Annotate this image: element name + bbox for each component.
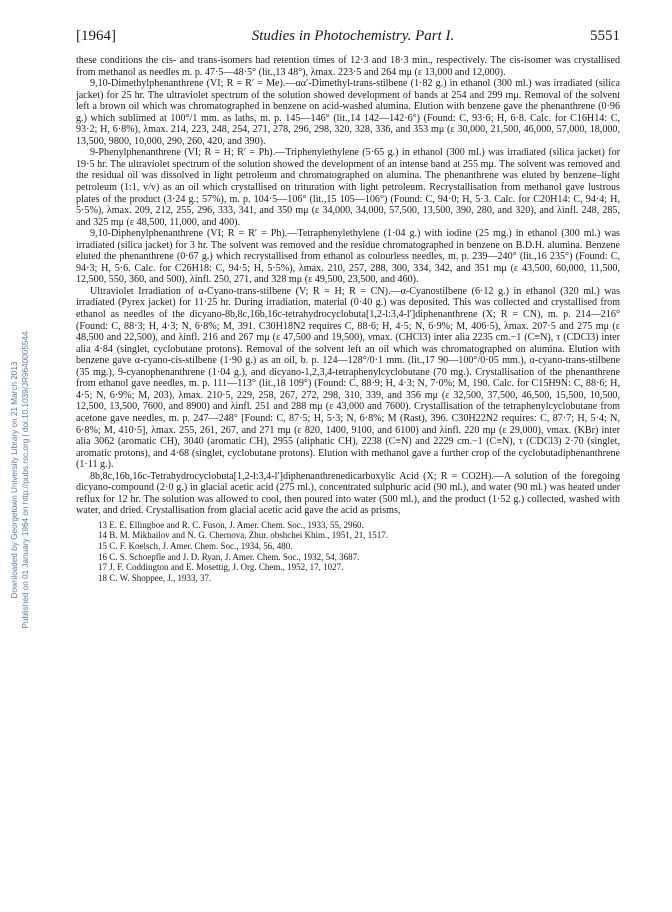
- header-year: [1964]: [76, 28, 116, 44]
- published-on-line: Published on 01 January 1964 on http://pubs.rsc.org | doi:10.1039/JR9640005544: [21, 331, 30, 629]
- paragraph-phenylphenanthrene: 9-Phenylphenanthrene (VI; R = H; R′ = Ph).—Triphenylethylene (5·65 g.) in ethanol (300 ml.) was irradiated (silica jacket) for 19·5 hr. The ultraviolet spectrum of the solution showed the development of an intense band at 255 mμ. The solvent was removed and the residual oil was dissolved in light petroleum and chromatographed on alumina. The phenanthrene was eluted by benzene–light petroleum (1:1, v/v) as an oil which crystallised on trituration with light petroleum. Recrystallisation from methanol gave lustrous plates of the product (3·24 g.; 57%), m. p. 104·5—106° (lit.,15 105—106°) (Found: C, 94·0; H, 5·3. Calc. for C20H14: C, 94·4; H, 5·5%), λmax. 209, 212, 255, 296, 333, 341, and 350 mμ (ε 34,000, 34,000, 57,500, 13,500, 390, 280, and 320), and λinfl. 248, 285, and 325 mμ (ε 48,500, 11,000, and 400).: [76, 147, 620, 228]
- header-page-number: 5551: [589, 28, 620, 44]
- paragraph-dimethylphenanthrene: 9,10-Dimethylphenanthrene (VI; R = R′ = Me).—αα′-Dimethyl-trans-stilbene (1·82 g.) in ethanol (300 ml.) was irradiated (silica jacket) for 25 hr. The ultraviolet spectrum of the solution showed development of bands at 254 and 299 mμ. Removal of the solvent left a brown oil which was chromatographed in benzene on acid-washed alumina. Elution with benzene gave the phenanthrene (0·96 g.) which sublimed at 100°/1 mm. as laths, m. p. 145—146° (lit.,14 142—142·6°) (Found: C, 93·6; H, 6·8. Calc. for C16H14: C, 93·2; H, 6·8%), λmax. 214, 223, 248, 254, 271, 278, 296, 298, 320, 328, 336, and 353 mμ (ε 30,000, 21,500, 46,000, 57,000, 18,000, 13,500, 9800, 10,000, 290, 260, 420, and 390).: [76, 78, 620, 147]
- running-header: [76, 28, 620, 45]
- reference-17: 17 J. F. Coddington and E. Mosettig, J. Org. Chem., 1952, 17, 1027.: [98, 562, 344, 573]
- reference-13: 13 E. E. Ellingboe and R. C. Fuson, J. Amer. Chem. Soc., 1933, 55, 2960.: [98, 519, 364, 530]
- header-title: Studies in Photochemistry. Part I.: [251, 28, 455, 44]
- journal-page: [76, 28, 620, 583]
- reference-16: 16 C. S. Schoepfle and J. D. Ryan, J. Amer. Chem. Soc., 1932, 54, 3687.: [98, 551, 360, 562]
- paragraph-diphenylphenanthrene: 9,10-Diphenylphenanthrene (VI; R = R′ = Ph).—Tetraphenylethylene (1·04 g.) with iodine (25 mg.) in ethanol (300 ml.) was irradiated (silica jacket) for 3 hr. The solvent was removed and the residue chromatographed in benzene on B.D.H. alumina. Benzene eluted the phenanthrene (0·67 g.) which recrystallised from ethanol as colourless needles, m. p. 239—240° (lit.,16 235°) (Found: C, 94·3; H, 5·6. Calc. for C26H18: C, 94·5; H, 5·5%), λmax. 210, 257, 288, 300, 334, 342, and 351 mμ (ε 43,500, 60,000, 11,500, 12,500, 550, 360, and 500), λinfl. 250, 271, and 328 mμ (ε 49,500, 23,500, and 460).: [76, 228, 620, 286]
- reference-14: 14 B. M. Mikhailov and N. G. Chernova, Zhur. obshchei Khim., 1951, 21, 1517.: [98, 530, 388, 541]
- paragraph-dicarboxylic-acid: 8b,8c,16b,16c-Tetrahydrocyclobuta[1,2-l:3,4-l′]diphenanthrenedicarboxylic Acid (X; R = CO2H).—A solution of the foregoing dicyano-compound (2·0 g.) in glacial acetic acid (275 ml.), concentrated sulphuric acid (90 ml.), and water (90 ml.) was heated under reflux for 12 hr. The solution was allowed to cool, then poured into water (500 ml.), and the product (1·52 g.) collected, washed with water, and dried. Crystallisation from glacial acetic acid gave the acid as prisms,: [76, 470, 620, 517]
- article-body: [76, 55, 620, 517]
- reference-15: 15 C. F. Koelsch, J. Amer. Chem. Soc., 1934, 56, 480.: [98, 541, 293, 552]
- paragraph-cyano-stilbene-irradiation: Ultraviolet Irradiation of α-Cyano-trans-stilbene (V; R = H; R = CN).—α-Cyanostilbene (6·12 g.) in ethanol (320 ml.) was irradiated (Pyrex jacket) for 11·25 hr. During irradiation, material (0·40 g.) was deposited. This was collected and crystallised from ethanol as needles of the dicyano-8b,8c,16b,16c-tetrahydrocyclobuta[1,2-l:3,4-l′]diphenanthrene (X; R = CN), m. p. 214—216° (Found: C, 88·3; H, 4·3; N, 6·8%; M, 391. C30H18N2 requires C, 88·6; H, 4·5; N, 6·9%; M, 406·5), λmax. 207·5 and 275 mμ (ε 48,500 and 22,500), and λinfl. 216 and 267 mμ (ε 47,500 and 19,500), νmax. (CHCl3) inter alia 2235 cm.−1 (C≡N), τ (CDCl3) inter alia 4·84 (singlet, cyclobutane protons). Removal of the solvent left an oil which was chromatographed on alumina. Elution with benzene gave α-cyano-cis-stilbene (1·90 g.) as an oil, b. p. 124—128°/0·1 mm. (lit.,17 90—100°/0·05 mm.), α-cyano-trans-stilbene (35 mg.), 9-cyanophenanthrene (1·04 g.), and dicyano-1,2,3,4-tetraphenylcyclobutane (70 mg.). Crystallisation of the phenanthrene from ethanol gave needles, m. p. 111—113° (lit.,18 109°) (Found: C, 88·9; H, 4·3; N, 7·0%; M, 190. Calc. for C15H9N: C, 88·6; H, 4·5; N, 6·9%; M, 203), λmax. 210·5, 229, 258, 267, 272, 298, 310, 339, and 356 mμ (ε 32,500, 37,500, 46,500, 15,500, 10,500, 12,500, 13,500, 7600, and 8900) and λinfl. 251 and 288 mμ (ε 43,000 and 7600). Crystallisation of the tetraphenylcyclobutane from acetone gave needles, m. p. 247—248° [Found: C, 87·5; H, 5·3; N, 6·8%; M (Rast), 396. C30H22N2 requires: C, 87·7; H, 5·4; N, 6·8%; M, 410·5], λmax. 255, 261, 267, and 271 mμ (ε 820, 1400, 9100, and 6100) and λinfl. 220 mμ (ε 29,000), νmax. (KBr) inter alia 3062 (aromatic CH), 3040 (aromatic CH), 2955 (aliphatic CH), 2238 (C≡N) and 2229 cm.−1 (C≡N), τ (CDCl3) 2·70 (singlet, aromatic protons), and 4·68 (singlet, cyclobutane protons). Elution with methanol gave a further crop of the cyclobutadiphenanthrene (1·11 g.).: [76, 285, 620, 471]
- paragraph-cis-trans-isomers: these conditions the cis- and trans-isomers had retention times of 12·3 and 18·3 min., respectively. The cis-isomer was crystallised from methanol as needles m. p. 47·5—48·5° (lit.,13 48°), λmax. 223·5 and 264 mμ (ε 13,000 and 12,000).: [76, 55, 620, 78]
- downloaded-by-line: Downloaded by Georgetown University Library on 21 March 2013: [10, 361, 19, 599]
- download-watermark: [8, 200, 34, 760]
- references-list: [76, 520, 620, 584]
- reference-18: 18 C. W. Shoppee, J., 1933, 37.: [98, 572, 212, 583]
